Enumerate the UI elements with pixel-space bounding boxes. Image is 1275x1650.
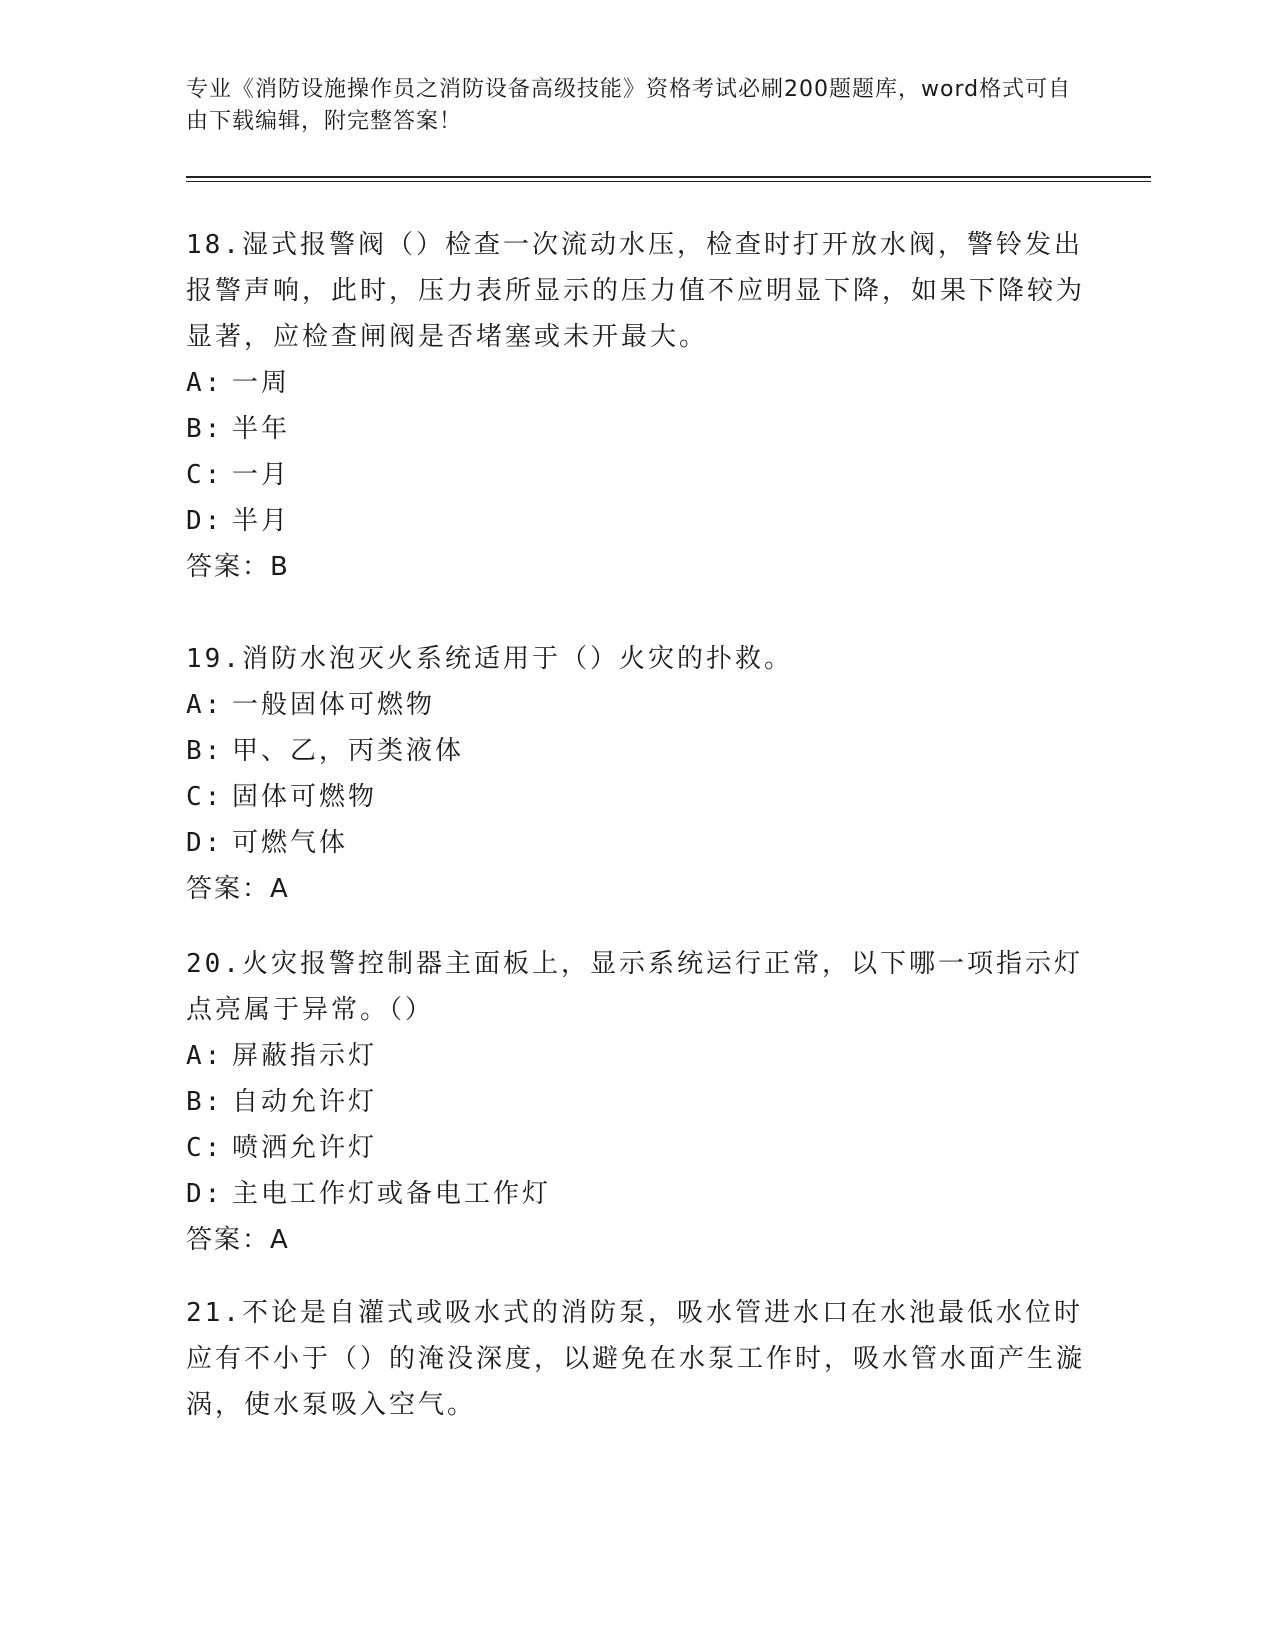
option-text: 一月 <box>232 460 291 490</box>
question-stem: 19.消防水泡灭火系统适用于（）火灾的扑救。 <box>186 644 793 674</box>
option-letter: A: <box>186 1041 224 1071</box>
option-text: 固体可燃物 <box>232 782 378 812</box>
option-letter: B: <box>186 1087 224 1117</box>
option-a <box>186 360 1086 406</box>
document-header: 专业《消防设施操作员之消防设备高级技能》资格考试必刷200题题库，word格式可自由下载编辑，附完整答案！ <box>186 77 1072 134</box>
option-text: 主电工作灯或备电工作灯 <box>232 1179 552 1209</box>
option-text: 一般固体可燃物 <box>232 690 436 720</box>
option-c <box>186 774 1086 820</box>
option-text: 甲、乙，丙类液体 <box>232 736 465 766</box>
question-stem: 21.不论是自灌式或吸水式的消防泵，吸水管进水口在水池最低水位时应有不小于（）的淹没深度，以避免在水泵工作时，吸水管水面产生漩涡，使水泵吸入空气。 <box>186 1298 1086 1420</box>
answer: 答案：A <box>186 874 290 904</box>
option-a <box>186 1033 1086 1079</box>
option-letter: A: <box>186 368 224 398</box>
header-divider-thin <box>186 181 1151 182</box>
option-b <box>186 406 1086 452</box>
option-text: 可燃气体 <box>232 828 349 858</box>
option-letter: D: <box>186 1179 224 1209</box>
option-a <box>186 682 1086 728</box>
option-letter: B: <box>186 736 224 766</box>
question-20 <box>186 941 1086 1263</box>
answer: 答案：B <box>186 552 290 582</box>
option-text: 一周 <box>232 368 291 398</box>
question-21 <box>186 1290 1086 1428</box>
option-c <box>186 452 1086 498</box>
option-letter: D: <box>186 828 224 858</box>
option-d <box>186 498 1086 544</box>
option-letter: D: <box>186 506 224 536</box>
option-b <box>186 1079 1086 1125</box>
option-letter: C: <box>186 460 224 490</box>
option-letter: C: <box>186 782 224 812</box>
option-text: 半月 <box>232 506 291 536</box>
option-letter: B: <box>186 414 224 444</box>
option-text: 半年 <box>232 414 291 444</box>
option-letter: C: <box>186 1133 224 1163</box>
question-19 <box>186 636 1086 912</box>
option-b <box>186 728 1086 774</box>
question-stem: 20.火灾报警控制器主面板上，显示系统运行正常，以下哪一项指示灯点亮属于异常。（） <box>186 949 1083 1025</box>
option-d <box>186 1171 1086 1217</box>
option-d <box>186 820 1086 866</box>
option-text: 屏蔽指示灯 <box>232 1041 378 1071</box>
option-text: 喷洒允许灯 <box>232 1133 378 1163</box>
answer: 答案：A <box>186 1225 290 1255</box>
option-c <box>186 1125 1086 1171</box>
header-divider-thick <box>186 176 1151 178</box>
option-letter: A: <box>186 690 224 720</box>
option-text: 自动允许灯 <box>232 1087 378 1117</box>
question-18 <box>186 222 1086 590</box>
question-stem: 18.湿式报警阀（）检查一次流动水压，检查时打开放水阀，警铃发出报警声响，此时，压力表所显示的压力值不应明显下降，如果下降较为显著，应检查闸阀是否堵塞或未开最大。 <box>186 230 1086 352</box>
